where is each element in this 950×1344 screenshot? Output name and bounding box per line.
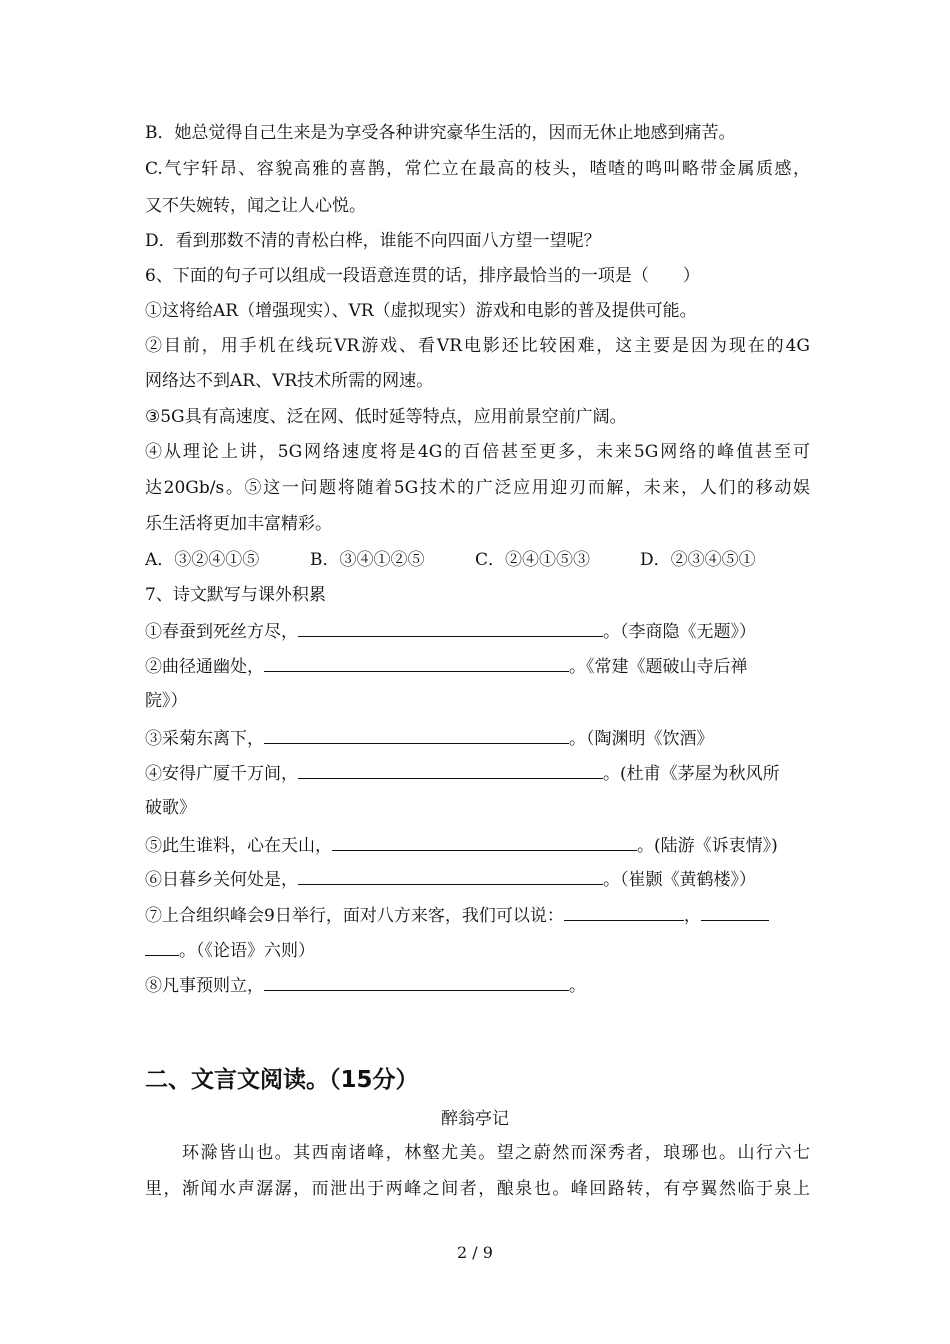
q7-item-6-prompt: ⑥日暮乡关何处是， <box>145 870 298 890</box>
article-paragraph-line2: 里，渐闻水声潺潺，而泄出于两峰之间者，酿泉也。峰回路转，有亭翼然临于泉上 <box>145 1179 810 1199</box>
q6-sentence-4-line3: 乐生活将更加丰富精彩。 <box>145 514 332 534</box>
q7-item-4-blank[interactable] <box>298 760 603 779</box>
q5-option-b: B．她总觉得自己生来是为享受各种讲究豪华生活的，因而无休止地感到痛苦。 <box>145 123 736 143</box>
q7-item-2-source: 。《常建《题破山寺后禅 <box>569 657 748 677</box>
q7-item-8-end: 。 <box>569 976 586 996</box>
q7-item-8 <box>145 972 810 998</box>
q7-item-8-blank[interactable] <box>264 972 569 991</box>
q7-item-3-source: 。（陶渊明《饮酒》 <box>569 729 714 749</box>
q7-item-3-blank[interactable] <box>264 725 569 744</box>
q7-item-4-source: 。(杜甫《茅屋为秋风所 <box>603 764 780 784</box>
q7-item-1 <box>145 618 810 644</box>
q7-item-6-source: 。（崔颢《黄鹤楼》） <box>603 870 756 890</box>
q7-item-4-prompt: ④安得广厦千万间， <box>145 764 298 784</box>
q7-item-2-continued: 院》） <box>145 691 188 711</box>
q7-item-5 <box>145 832 810 858</box>
q7-item-2-blank[interactable] <box>264 653 569 672</box>
article-title: 醉翁亭记 <box>441 1109 509 1129</box>
q7-item-4-continued: 破歌》 <box>145 798 196 818</box>
q7-item-6 <box>145 866 810 892</box>
q7-item-7-separator: ， <box>683 906 701 926</box>
q5-option-c-line2: 又不失婉转，闻之让人心悦。 <box>145 196 366 216</box>
q6-sentence-1: ①这将给AR（增强现实）、VR（虚拟现实）游戏和电影的普及提供可能。 <box>145 301 697 321</box>
q6-stem: 6、下面的句子可以组成一段语意连贯的话，排序最恰当的一项是（ ） <box>145 266 700 286</box>
q7-item-7-continued <box>145 937 810 963</box>
q6-option-c: C．②④①⑤③ <box>475 550 591 570</box>
q7-item-1-prompt: ①春蚕到死丝方尽， <box>145 622 298 642</box>
q5-option-c-line1: C.气宇轩昂、容貌高雅的喜鹊，常伫立在最高的枝头，喳喳的鸣叫略带金属质感， <box>145 159 810 179</box>
q7-item-6-blank[interactable] <box>298 866 603 885</box>
q6-option-b: B．③④①②⑤ <box>310 550 425 570</box>
q7-item-3-prompt: ③采菊东离下， <box>145 729 264 749</box>
q6-option-d: D．②③④⑤① <box>640 550 756 570</box>
q6-options <box>145 548 810 572</box>
q7-item-5-prompt: ⑤此生谁料，心在天山， <box>145 836 332 856</box>
article-paragraph-line1: 环滁皆山也。其西南诸峰，林壑尤美。望之蔚然而深秀者，琅琊也。山行六七 <box>145 1143 810 1163</box>
q7-item-3 <box>145 725 810 751</box>
q6-sentence-4-line2: 达20Gb/s。⑤这一问题将随着5G技术的广泛应用迎刃而解，未来，人们的移动娱 <box>145 478 810 498</box>
q6-sentence-3: ③5G具有高速度、泛在网、低时延等特点，应用前景空前广阔。 <box>145 407 627 427</box>
q5-option-d: D．看到那数不清的青松白桦，谁能不向四面八方望一望呢？ <box>145 231 601 251</box>
q7-item-1-blank[interactable] <box>298 618 603 637</box>
q7-item-1-source: 。（李商隐《无题》） <box>603 622 756 642</box>
q7-stem: 7、诗文默写与课外积累 <box>145 585 326 605</box>
section-2-heading: 二、文言文阅读。（15分） <box>145 1067 419 1093</box>
q7-item-7-source: 。（《论语》六则） <box>179 941 315 961</box>
q7-item-7-blank-1[interactable] <box>564 902 684 921</box>
q6-sentence-2-line1: ②目前，用手机在线玩VR游戏、看VR电影还比较困难，这主要是因为现在的4G <box>145 336 810 356</box>
q7-item-7-prompt: ⑦上合组织峰会9日举行，面对八方来客，我们可以说： <box>145 906 564 926</box>
q7-item-7 <box>145 902 810 928</box>
q7-item-8-prompt: ⑧凡事预则立， <box>145 976 264 996</box>
q7-item-5-blank[interactable] <box>332 832 637 851</box>
page-number: 2 / 9 <box>457 1243 493 1262</box>
q7-item-2-prompt: ②曲径通幽处， <box>145 657 264 677</box>
q7-item-2 <box>145 653 810 679</box>
q6-option-a: A．③②④①⑤ <box>145 550 260 570</box>
q7-item-7-blank-2-cont[interactable] <box>145 937 179 956</box>
q6-sentence-2-line2: 网络达不到AR、VR技术所需的网速。 <box>145 371 434 391</box>
q7-item-7-blank-2[interactable] <box>701 902 769 921</box>
q7-item-5-source: 。(陆游《诉衷情》) <box>637 836 778 856</box>
q6-sentence-4-line1: ④从理论上讲，5G网络速度将是4G的百倍甚至更多，未来5G网络的峰值甚至可 <box>145 442 810 462</box>
q7-item-4 <box>145 760 810 786</box>
